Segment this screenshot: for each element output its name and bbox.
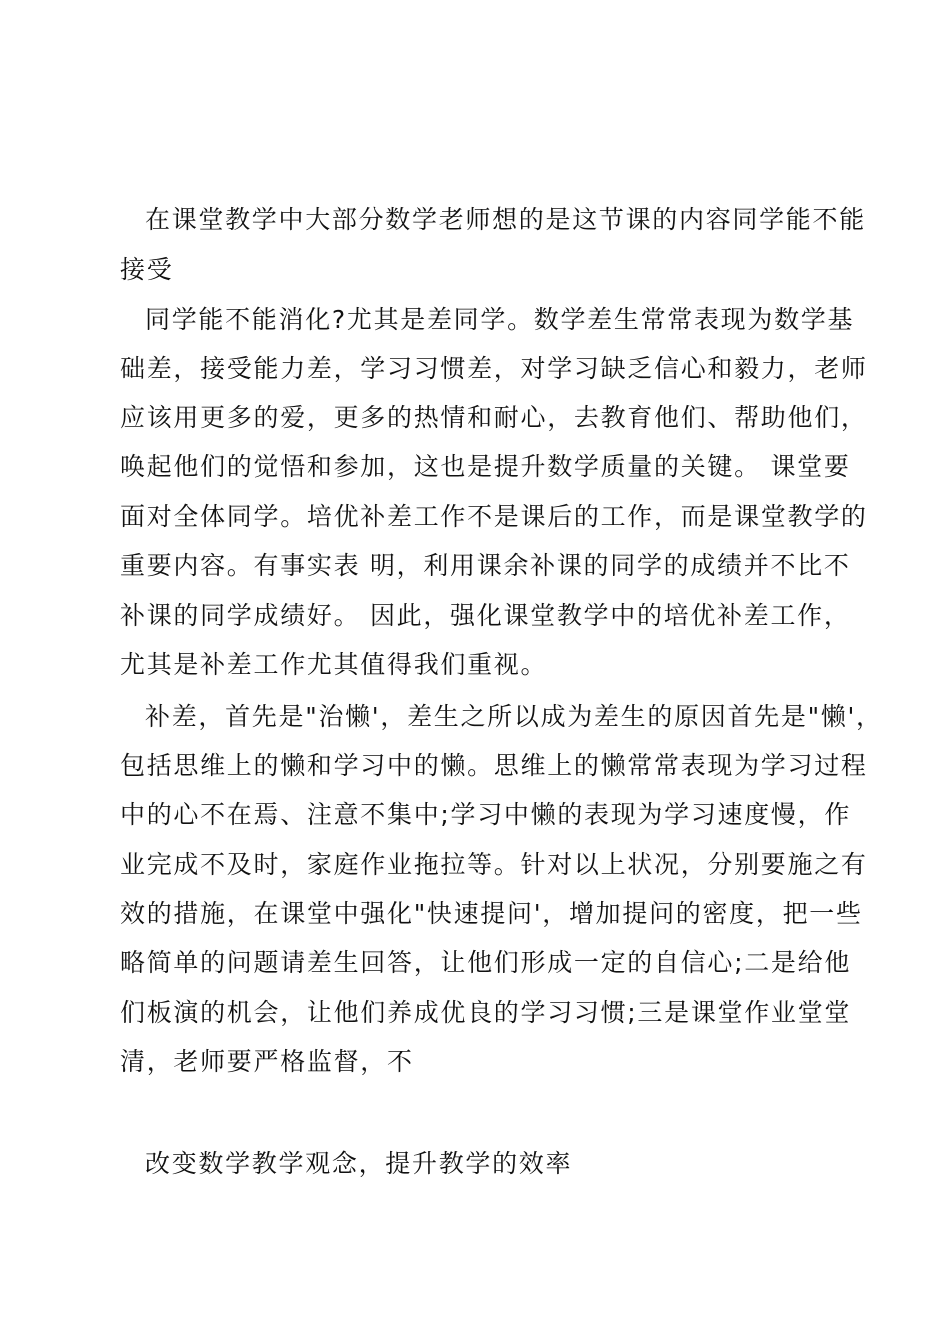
paragraph-3-line-7: 们板演的机会，让他们养成优良的学习习惯;三是课堂作业堂堂 bbox=[120, 998, 852, 1027]
paragraph-2-line-1: 同学能不能消化?尤其是差同学。数学差生常常表现为数学基 bbox=[145, 305, 855, 334]
paragraph-1-line-2: 接受 bbox=[120, 255, 174, 284]
paragraph-2-line-3: 应该用更多的爱，更多的热情和耐心，去教育他们、帮助他们， bbox=[120, 403, 868, 432]
paragraph-1-line-1: 在课堂教学中大部分数学老师想的是这节课的内容同学能不能 bbox=[145, 205, 866, 234]
paragraph-2-line-6: 重要内容。有事实表 明，利用课余补课的同学的成绩并不比不 bbox=[120, 551, 851, 580]
paragraph-3-line-3: 中的心不在焉、注意不集中;学习中懒的表现为学习速度慢，作 bbox=[120, 800, 852, 829]
section-heading: 改变数学教学观念，提升教学的效率 bbox=[145, 1149, 573, 1178]
paragraph-2-line-5: 面对全体同学。培优补差工作不是课后的工作，而是课堂教学的 bbox=[120, 502, 868, 531]
paragraph-3-line-8: 清，老师要严格监督，不 bbox=[120, 1047, 414, 1076]
paragraph-3-line-4: 业完成不及时，家庭作业拖拉等。针对以上状况，分别要施之有 bbox=[120, 850, 868, 879]
paragraph-2-line-2: 础差，接受能力差，学习习惯差，对学习缺乏信心和毅力，老师 bbox=[120, 354, 868, 383]
paragraph-2-line-8: 尤其是补差工作尤其值得我们重视。 bbox=[120, 650, 548, 679]
paragraph-3-line-2: 包括思维上的懒和学习中的懒。思维上的懒常常表现为学习过程 bbox=[120, 751, 868, 780]
paragraph-2-line-4: 唤起他们的觉悟和参加，这也是提升数学质量的关键。 课堂要 bbox=[120, 452, 851, 481]
paragraph-2-line-7: 补课的同学成绩好。 因此，强化课堂教学中的培优补差工作， bbox=[120, 601, 851, 630]
paragraph-3-line-5: 效的措施，在课堂中强化"快速提问'，增加提问的密度，把一些 bbox=[120, 899, 863, 928]
paragraph-3-line-6: 略简单的问题请差生回答，让他们形成一定的自信心;二是给他 bbox=[120, 948, 852, 977]
paragraph-3-line-1: 补差，首先是"治懒'，差生之所以成为差生的原因首先是"懒'， bbox=[145, 702, 883, 731]
